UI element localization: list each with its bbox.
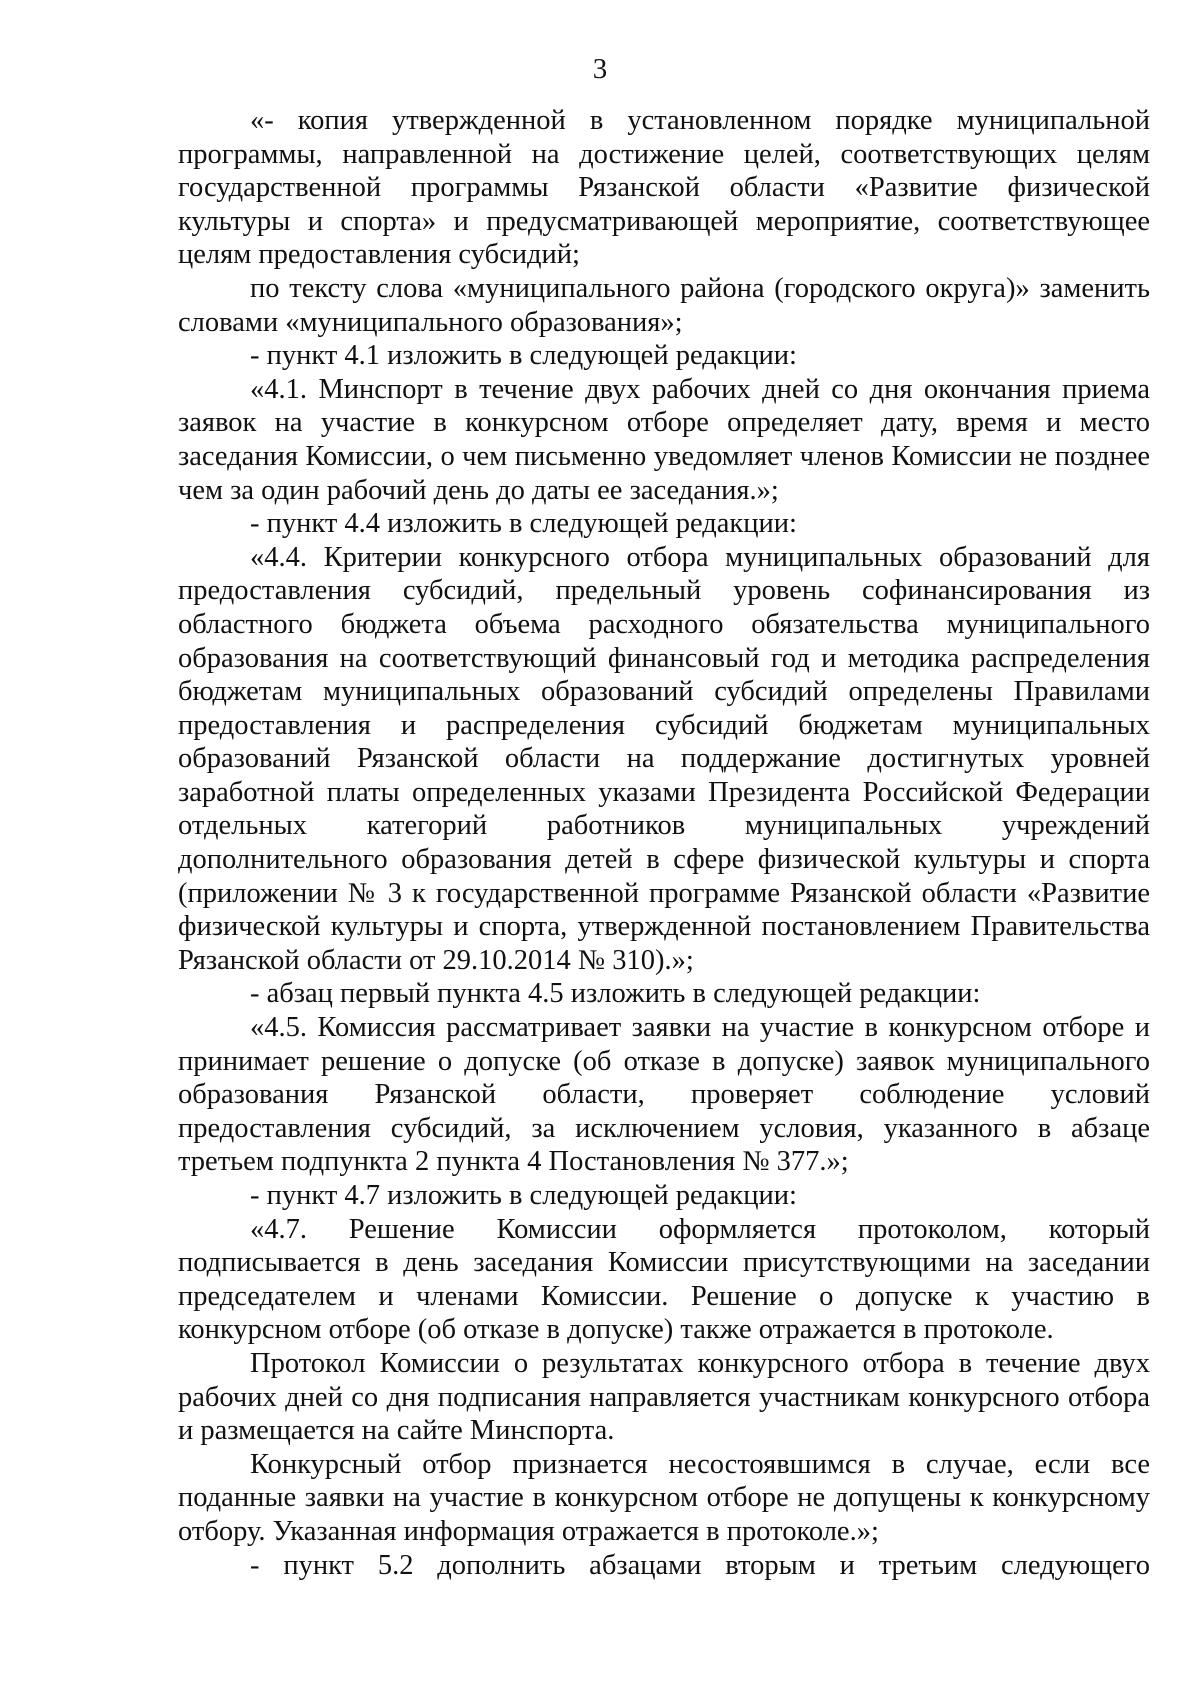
paragraph-clause-4-4-intro: - пункт 4.4 изложить в следующей редакции:: [250, 508, 797, 540]
paragraph-clause-4-5: «4.5. Комиссия рассматривает заявки на участие в конкурсном отборе и принимает решение о допуске (об отказе в допуске) заявок муниципального образования Рязанской области, проверяет соблюдение условий предоставления субсидий, за исключением условия, указанного в абзаце третьем подпункта 2 пункта 4 Постановления № 377.»;: [178, 1012, 1150, 1178]
paragraph-selection-failed: Конкурсный отбор признается несостоявшимся в случае, если все поданные заявки на участие в конкурсном отборе не допущены к конкурсному отбору. Указанная информация отражается в протоколе.»;: [178, 1448, 1150, 1547]
page-number: 3: [592, 53, 608, 85]
paragraph-program-copy: «- копия утвержденной в установленном порядке муниципальной программы, направленной на достижение целей, соответствующих целям государственной программы Рязанской области «Развитие физической культуры и спорта» и предусматривающей мероприятие, соответствующее целям предоставления субсидий;: [178, 105, 1150, 271]
paragraph-clause-4-4: «4.4. Критерии конкурсного отбора муниципальных образований для предоставления субсидий, предельный уровень софинансирования из областного бюджета объема расходного обязательства муниципального образования на соответствующий финансовый год и методика распределения бюджетам муниципальных образований субсидий определены Правилами предоставления и распределения субсидий бюджетам муниципальных образований Рязанской области на поддержание достигнутых уровней заработной платы определенных указами Президента Российской Федерации отдельных категорий работников муниципальных учреждений дополнительного образования детей в сфере физической культуры и спорта (приложении № 3 к государственной программе Рязанской области «Развитие физической культуры и спорта, утвержденной постановлением Правительства Рязанской области от 29.10.2014 № 310).»;: [178, 541, 1150, 976]
paragraph-clause-4-5-intro: - абзац первый пункта 4.5 изложить в следующей редакции:: [250, 978, 981, 1010]
paragraph-clause-5-2-intro: - пункт 5.2 дополнить абзацами вторым и третьим следующего: [250, 1549, 1150, 1581]
paragraph-clause-4-1-intro: - пункт 4.1 изложить в следующей редакции:: [250, 340, 797, 372]
paragraph-replace-words: по тексту слова «муниципального района (городского округа)» заменить словами «муниципального образования»;: [178, 272, 1150, 338]
paragraph-clause-4-7: «4.7. Решение Комиссии оформляется протоколом, который подписывается в день заседания Комиссии присутствующими на заседании председателем и членами Комиссии. Решение о допуске к участию в конкурсном отборе (об отказе в допуске) также отражается в протоколе.: [178, 1213, 1150, 1346]
document-body: [178, 104, 1150, 1582]
paragraph-clause-4-1: «4.1. Минспорт в течение двух рабочих дней со дня окончания приема заявок на участие в конкурсном отборе определяет дату, время и место заседания Комиссии, о чем письменно уведомляет членов Комиссии не позднее чем за один рабочий день до даты ее заседания.»;: [178, 373, 1150, 506]
paragraph-protocol: Протокол Комиссии о результатах конкурсного отбора в течение двух рабочих дней со дня подписания направляется участникам конкурсного отбора и размещается на сайте Минспорта.: [178, 1347, 1150, 1447]
paragraph-clause-4-7-intro: - пункт 4.7 изложить в следующей редакции:: [250, 1180, 797, 1211]
